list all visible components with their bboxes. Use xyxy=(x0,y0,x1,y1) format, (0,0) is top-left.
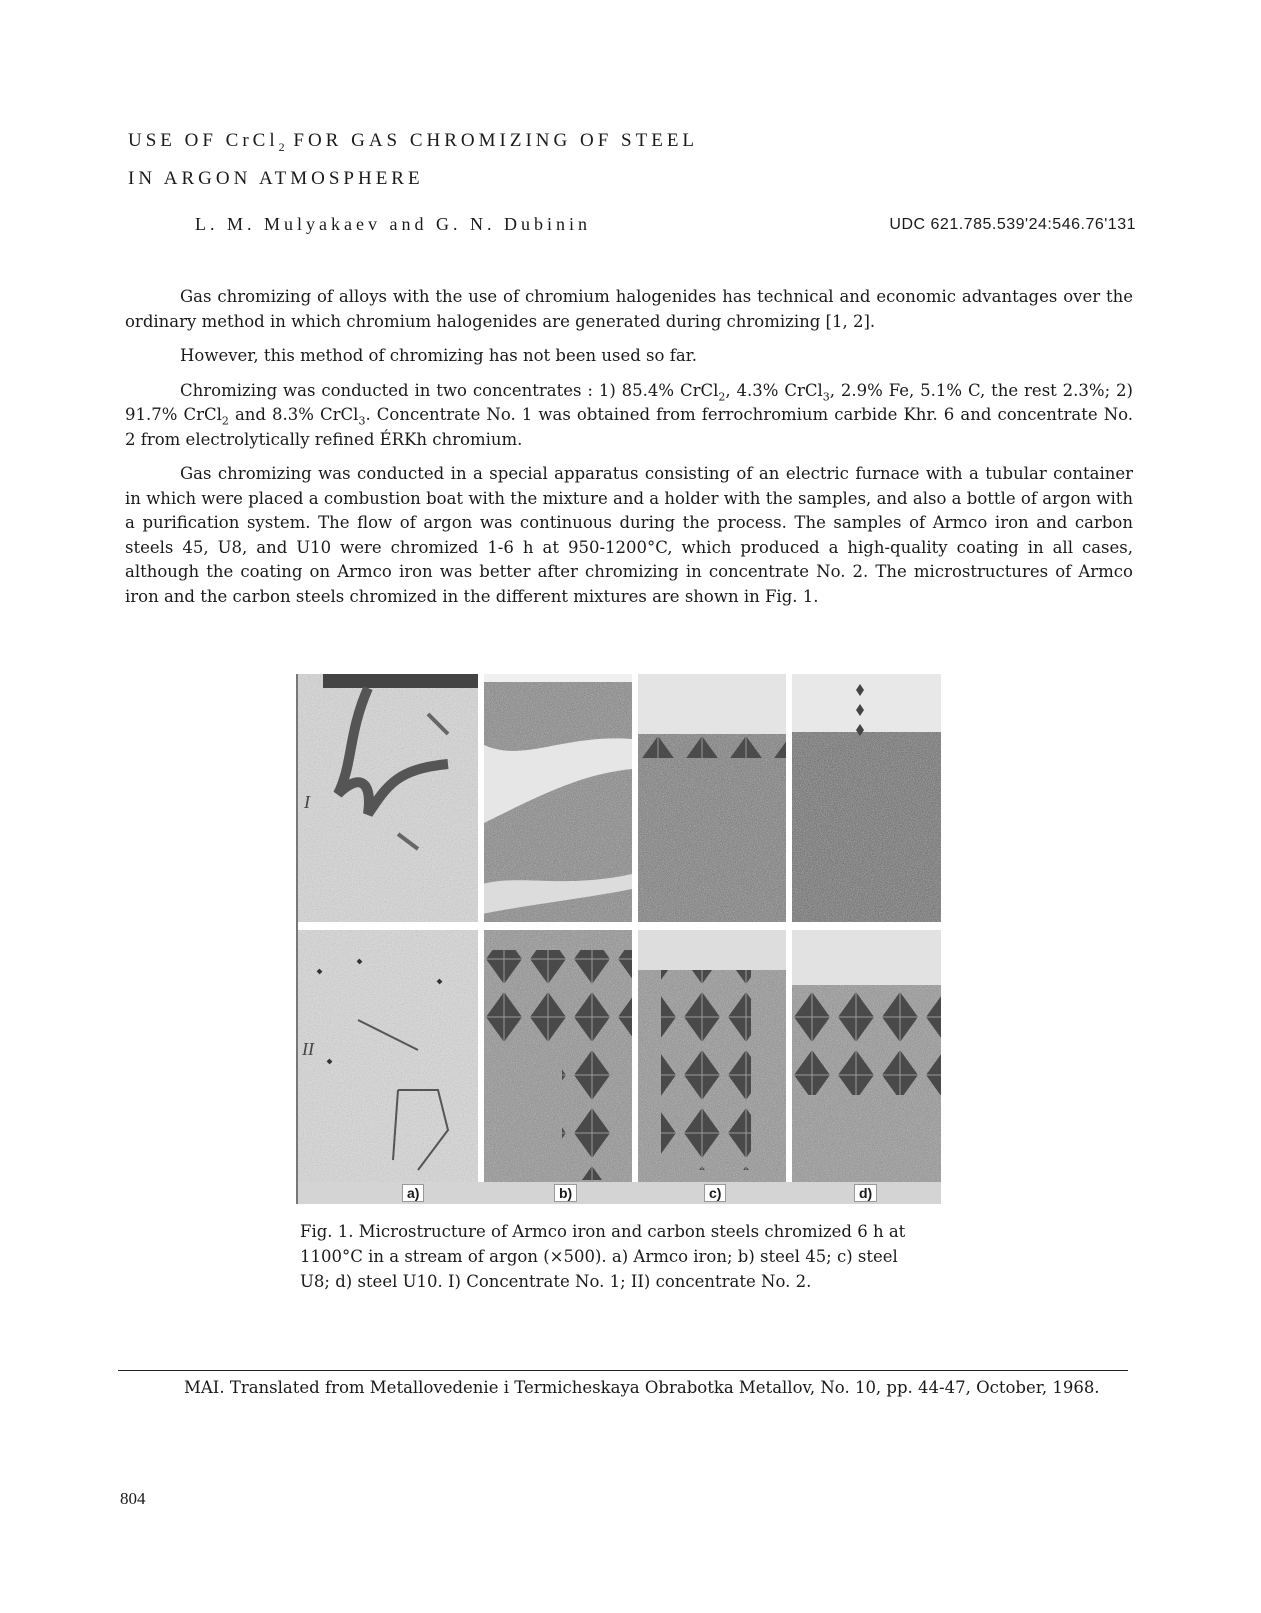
article-title-line-2: IN ARGON ATMOSPHERE xyxy=(128,168,424,189)
p3-part-c: , 2.9% Fe, 5.1% C, the rest 2.3%; 2) 91.7% CrCl xyxy=(125,380,1133,424)
article-body xyxy=(125,285,1133,619)
p3-part-b: , 4.3% CrCl xyxy=(725,380,823,400)
micrograph-I-c xyxy=(636,674,786,922)
figure-column-divider xyxy=(478,674,484,1182)
title-text-a: USE OF CrCl xyxy=(128,130,279,151)
footnote: MAI. Translated from Metallovedenie i Termicheskaya Obrabotka Metallov, No. 10, pp. 44-47, October, 1968. xyxy=(184,1378,1100,1397)
panel-label-d: d) xyxy=(854,1184,877,1202)
micrograph-I-b xyxy=(482,674,632,922)
figure-micrographs xyxy=(296,674,941,1204)
row-label-II: II xyxy=(302,1039,314,1059)
micrograph-II-b xyxy=(482,930,632,1182)
paragraph-2: However, this method of chromizing has not been used so far. xyxy=(180,346,697,365)
figure-caption: Fig. 1. Microstructure of Armco iron and carbon steels chromized 6 h at 1100°C in a stream of argon (×500). a) Armco iron; b) steel 45; c) steel U8; d) steel U10. I) Concentrate No. 1; II) concentrate No. 2. xyxy=(300,1222,906,1291)
paragraph-1: Gas chromizing of alloys with the use of chromium halogenides has technical and economic advantages over the ordinary method in which chromium halogenides are generated during chromizing [1, 2]. xyxy=(125,287,1133,331)
panel-label-b: b) xyxy=(554,1184,577,1202)
row-label-I: I xyxy=(304,792,310,812)
panel-label-c: c) xyxy=(704,1184,726,1202)
title-subscript: 2 xyxy=(278,139,285,154)
p3-sub-c: 2 xyxy=(221,414,229,428)
paragraph-3 xyxy=(125,379,1133,453)
p3-part-e: . Concentrate No. 1 was obtained from ferrochromium carbide Khr. 6 and concentrate No. 2 from electrolytically refined ÉRKh chromium. xyxy=(125,405,1134,449)
p3-sub-b: 3 xyxy=(822,389,830,403)
title-text-b: FOR GAS CHROMIZING OF STEEL xyxy=(284,130,699,151)
figure-label-strip xyxy=(298,1182,941,1204)
p3-sub-a: 2 xyxy=(718,389,726,403)
micrograph-I-a xyxy=(298,674,478,922)
p3-sub-d: 3 xyxy=(358,414,366,428)
udc-code: UDC 621.785.539'24:546.76'131 xyxy=(889,216,1136,233)
page-number: 804 xyxy=(120,1489,146,1508)
article-title-line-1 xyxy=(128,130,698,155)
micrograph-II-d xyxy=(790,930,941,1182)
p3-part-a: Chromizing was conducted in two concentrates : 1) 85.4% CrCl xyxy=(180,380,719,400)
micrograph-I-d xyxy=(790,674,941,922)
micrograph-II-a xyxy=(298,930,478,1182)
footnote-rule xyxy=(118,1370,1128,1371)
micrograph-II-c xyxy=(636,930,786,1182)
paragraph-4: Gas chromizing was conducted in a special apparatus consisting of an electric furnace with a tubular container in which were placed a combustion boat with the mixture and a holder with the samples, and also a bottle of argon with a purification system. The flow of argon was continuous during the process. The samples of Armco iron and carbon steels 45, U8, and U10 were chromized 1-6 h at 950-1200°C, which produced a high-quality coating in all cases, although the coating on Armco iron was better after chromizing in concentrate No. 2. The microstructures of Armco iron and the carbon steels chromized in the different mixtures are shown in Fig. 1. xyxy=(125,464,1133,606)
figure-column-divider xyxy=(632,674,638,1182)
figure-row-divider xyxy=(298,922,941,930)
authors: L. M. Mulyakaev and G. N. Dubinin xyxy=(195,214,591,234)
p3-part-d: and 8.3% CrCl xyxy=(228,405,359,424)
panel-label-a: a) xyxy=(402,1184,424,1202)
figure-column-divider xyxy=(786,674,792,1182)
